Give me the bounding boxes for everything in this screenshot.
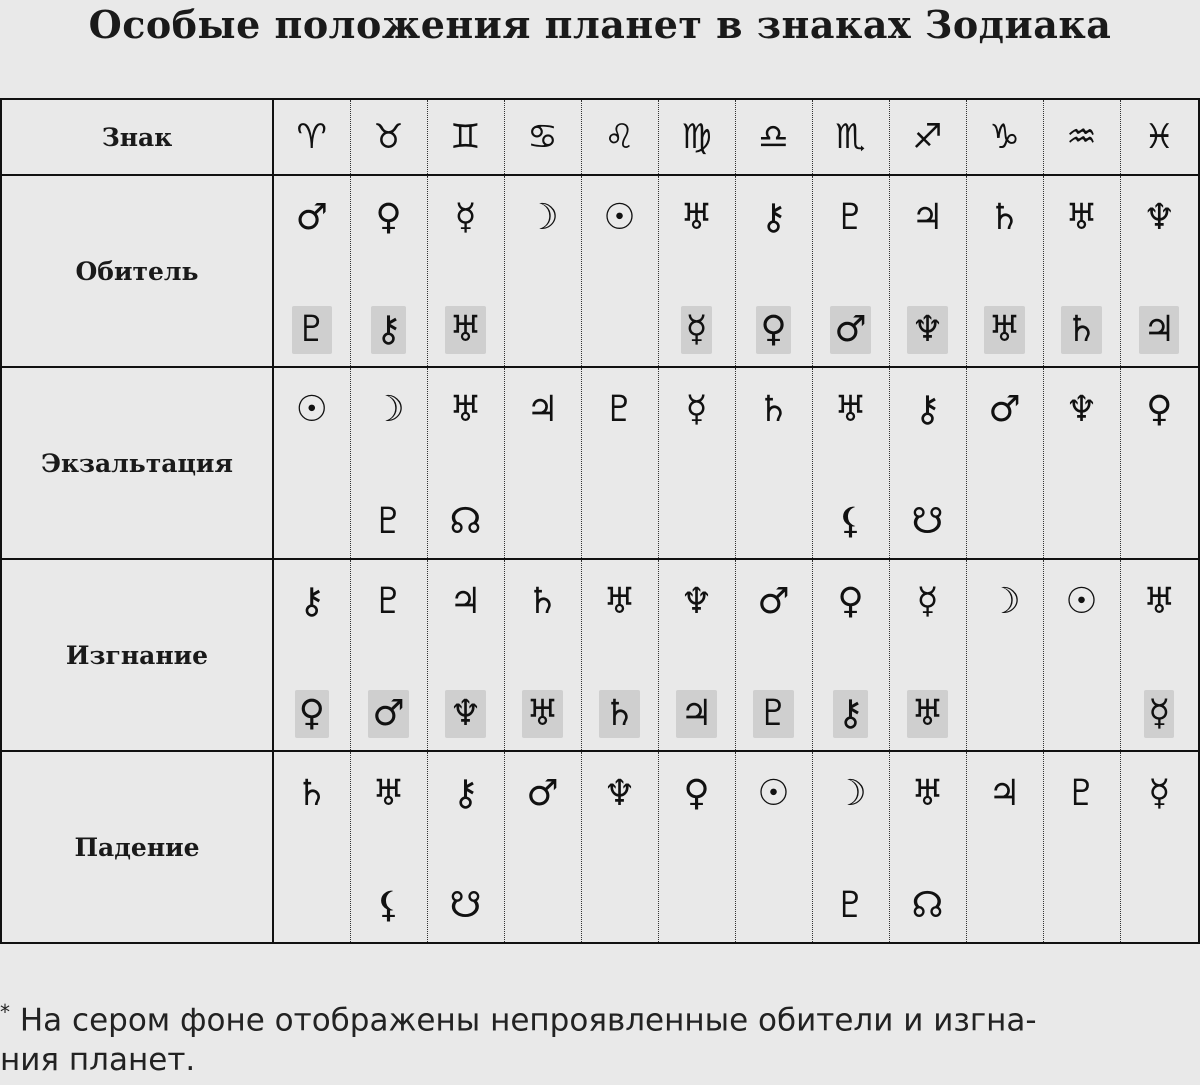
row-fall [1,751,1199,943]
row-label: Изгнание [1,559,273,751]
table-cell [1043,367,1120,559]
planet-bottom-icon: ♃ [676,690,716,738]
planet-bottom-icon: ☿ [1144,690,1174,738]
planet-top-icon: ☿ [916,581,939,622]
planet-bottom-icon: ⚸ [837,501,864,542]
planet-top-icon: ☉ [757,773,790,814]
sign-capricorn-icon: ♑ [966,99,1043,175]
table-cell [350,367,427,559]
planet-top-icon: ♅ [603,581,636,622]
planet-bottom-icon: ☿ [681,306,711,354]
table-cell [812,559,889,751]
sign-pisces-icon: ♓ [1120,99,1199,175]
table-cell [427,751,504,943]
sign-leo-icon: ♌ [581,99,658,175]
table-cell [735,367,812,559]
table-cell [889,367,966,559]
planet-top-icon: ♅ [449,389,482,430]
table-cell [581,367,658,559]
planet-top-icon: ♅ [911,773,944,814]
planet-top-icon: ♃ [526,389,559,430]
planet-top-icon: ☽ [988,581,1021,622]
planet-bottom-icon: ♄ [1061,306,1101,354]
row-label: Падение [1,751,273,943]
planet-top-icon: ♅ [1065,197,1098,238]
footnote-line-2: ния планет. [0,1042,196,1079]
planet-top-icon: ♅ [834,389,867,430]
planet-top-icon: ☽ [372,389,405,430]
planet-bottom-icon: ⚷ [371,306,405,354]
planet-bottom-icon: ♅ [522,690,562,738]
sign-libra-icon: ♎ [735,99,812,175]
planet-top-icon: ♇ [834,197,867,238]
table-cell [735,559,812,751]
planet-bottom-icon: ☊ [449,501,482,542]
planet-top-icon: ☽ [526,197,559,238]
planet-bottom-icon: ♀ [756,306,790,354]
planet-top-icon: ♃ [988,773,1021,814]
planet-bottom-icon: ♀ [295,690,329,738]
table-cell [889,175,966,367]
table-cell [350,175,427,367]
table-cell [504,367,581,559]
planet-top-icon: ☿ [685,389,708,430]
planet-bottom-icon: ☊ [911,885,944,926]
planet-top-icon: ♂ [295,197,328,238]
table-cell [504,751,581,943]
planet-top-icon: ♄ [295,773,328,814]
planet-top-icon: ☉ [295,389,328,430]
table-cell [581,559,658,751]
planet-top-icon: ♀ [683,773,710,814]
planet-top-icon: ☉ [1065,581,1098,622]
planet-bottom-icon: ♃ [1139,306,1179,354]
table-cell [1043,175,1120,367]
planet-bottom-icon: ♅ [445,306,485,354]
planet-bottom-icon: ☋ [911,501,944,542]
planet-top-icon: ♃ [449,581,482,622]
planet-bottom-icon: ⚷ [833,690,867,738]
sign-aquarius-icon: ♒ [1043,99,1120,175]
table-cell [427,367,504,559]
planet-bottom-icon: ♇ [834,885,867,926]
sign-cancer-icon: ♋ [504,99,581,175]
table-cell [1043,559,1120,751]
planet-bottom-icon: ☋ [449,885,482,926]
planet-top-icon: ♇ [603,389,636,430]
planet-top-icon: ♀ [1146,389,1173,430]
sign-taurus-icon: ♉ [350,99,427,175]
table-cell [966,175,1043,367]
table-cell [658,367,735,559]
table-cell [966,751,1043,943]
planet-top-icon: ♂ [526,773,559,814]
planet-top-icon: ♆ [680,581,713,622]
footnote-line-1: На сером фоне отображены непроявленные обители и изгна- [19,1002,1037,1039]
row-detriment [1,559,1199,751]
table-cell [273,367,350,559]
sign-virgo-icon: ♍ [658,99,735,175]
page-title: Особые положения планет в знаках Зодиака [88,2,1112,47]
planet-top-icon: ♄ [757,389,790,430]
planet-bottom-icon: ♂ [830,306,870,354]
planet-top-icon: ☉ [603,197,636,238]
table-cell [812,751,889,943]
sign-scorpio-icon: ♏ [812,99,889,175]
planet-top-icon: ☿ [454,197,477,238]
planet-top-icon: ☿ [1148,773,1171,814]
table-cell [658,751,735,943]
table-cell [966,367,1043,559]
table-cell [273,559,350,751]
planet-top-icon: ♂ [757,581,790,622]
planet-top-icon: ♂ [988,389,1021,430]
table-cell [658,559,735,751]
table-cell [1120,175,1199,367]
table-cell [735,175,812,367]
footnote [0,992,1200,1080]
planet-bottom-icon: ♆ [907,306,947,354]
table-cell [658,175,735,367]
footnote-marker: * [0,1000,10,1024]
planet-top-icon: ♃ [911,197,944,238]
table-cell [812,175,889,367]
planet-top-icon: ♅ [680,197,713,238]
header-label: Знак [1,99,273,175]
planet-top-icon: ⚷ [452,773,479,814]
planet-top-icon: ⚷ [298,581,325,622]
planet-top-icon: ⚷ [914,389,941,430]
planet-top-icon: ♅ [372,773,405,814]
table-cell [889,559,966,751]
planet-bottom-icon: ♇ [292,306,332,354]
planet-bottom-icon: ♅ [907,690,947,738]
header-row [1,99,1199,175]
sign-gemini-icon: ♊ [427,99,504,175]
planet-top-icon: ♅ [1143,581,1176,622]
planet-top-icon: ♆ [1143,197,1176,238]
planet-top-icon: ♀ [375,197,402,238]
table-cell [1120,559,1199,751]
planet-top-icon: ♇ [1065,773,1098,814]
planet-top-icon: ♆ [603,773,636,814]
table-cell [504,175,581,367]
row-label: Экзальтация [1,367,273,559]
row-exaltation [1,367,1199,559]
table-cell [273,175,350,367]
planet-top-icon: ♀ [837,581,864,622]
planet-bottom-icon: ♄ [599,690,639,738]
planet-top-icon: ♆ [1065,389,1098,430]
table-cell [1043,751,1120,943]
planet-top-icon: ⚷ [760,197,787,238]
table-cell [581,175,658,367]
table-cell [504,559,581,751]
sign-aries-icon: ♈ [273,99,350,175]
planet-top-icon: ♄ [526,581,559,622]
planet-bottom-icon: ♆ [445,690,485,738]
row-label: Обитель [1,175,273,367]
table-cell [350,559,427,751]
row-domicile [1,175,1199,367]
planet-bottom-icon: ♇ [753,690,793,738]
planet-top-icon: ☽ [834,773,867,814]
table-cell [735,751,812,943]
table-cell [581,751,658,943]
table-cell [1120,751,1199,943]
planet-bottom-icon: ⚸ [375,885,402,926]
zodiac-table [0,98,1200,944]
table-cell [1120,367,1199,559]
table-cell [427,175,504,367]
table-cell [966,559,1043,751]
table-cell [350,751,427,943]
table-cell [812,367,889,559]
table-cell [273,751,350,943]
planet-top-icon: ♇ [372,581,405,622]
table-cell [889,751,966,943]
planet-bottom-icon: ♅ [984,306,1024,354]
planet-top-icon: ♄ [988,197,1021,238]
sign-sagittarius-icon: ♐ [889,99,966,175]
table-cell [427,559,504,751]
planet-bottom-icon: ♇ [372,501,405,542]
planet-bottom-icon: ♂ [368,690,408,738]
